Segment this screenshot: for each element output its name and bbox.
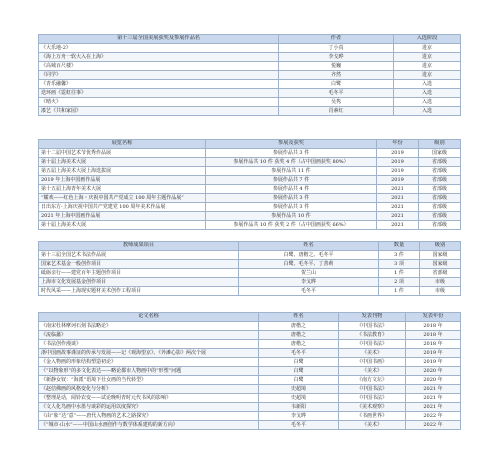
cell-level: 省部级 — [419, 176, 461, 185]
cell-name: 毛冬平 — [239, 287, 379, 296]
cell-author: 白鹭 — [279, 80, 394, 89]
cell-journal: 《书法教育》 — [339, 331, 406, 340]
cell-project: 第十三届全国艺术书法作品展 — [39, 251, 239, 260]
header-author: 作者 — [279, 35, 394, 44]
cell-pub-year: 2022 年 — [406, 421, 461, 430]
cell-journal: 《美术》 — [339, 349, 406, 358]
cell-project: 国家艺术基金一般创作项目 — [39, 260, 239, 269]
header-stage: 入选阶段 — [394, 35, 461, 44]
table-row — [39, 158, 461, 167]
cell-level: 国家级 — [420, 260, 461, 269]
table-exhibition-entries — [38, 34, 461, 116]
cell-year: 2021 — [377, 203, 419, 212]
cell-pub-year: 2018 年 — [406, 331, 461, 340]
cell-paper-title: 《赵佶佛画的风格变化与分析》 — [39, 385, 259, 394]
header-year: 年份 — [377, 140, 419, 149]
table-row — [39, 149, 461, 158]
cell-participation: 参展作品共 7 件 — [206, 176, 377, 185]
table-row — [39, 260, 461, 269]
cell-level: 省部级 — [419, 167, 461, 176]
table-teacher-projects — [38, 241, 461, 296]
cell-level: 国家级 — [420, 251, 461, 260]
cell-stage: 进京 — [394, 44, 461, 53]
cell-stage: 入选 — [394, 107, 461, 116]
cell-participation: 参展作品共 3 件 — [206, 194, 377, 203]
cell-journal: 《中国书法》 — [339, 322, 406, 331]
cell-name: 史超境 — [259, 385, 339, 394]
cell-pub-year: 2019 年 — [406, 349, 461, 358]
cell-stage: 进京 — [394, 71, 461, 80]
cell-paper-title: 《金入物画的形象结构塑造初论》 — [39, 358, 259, 367]
cell-author: 悦巍 — [279, 62, 394, 71]
table-row — [39, 44, 461, 53]
cell-level: 国家级 — [419, 149, 461, 158]
cell-paper-title: 《由“象”达“意”——唐代入物画的艺术之路探究》 — [39, 412, 259, 421]
table-header-row — [39, 313, 461, 322]
cell-pub-year: 2019 年 — [406, 358, 461, 367]
cell-name: 唐楷之 — [259, 331, 339, 340]
table-row — [39, 107, 461, 116]
cell-quantity: 1 件 — [379, 287, 420, 296]
table-header-row — [39, 140, 461, 149]
cell-participation: 参展作品共 3 件 — [206, 203, 377, 212]
cell-year: 2021 — [377, 194, 419, 203]
cell-paper-title: 《“城市·山水”——中国山水画创作与数学体系建构的新方向》 — [39, 421, 259, 430]
cell-year: 2019 — [377, 176, 419, 185]
cell-paper-title: 《文人化鸟画中水墨与谈彩的运用以度探究》 — [39, 403, 259, 412]
table-row — [39, 385, 461, 394]
cell-participation: 参展作品共 10 件 — [206, 212, 377, 221]
cell-pub-year: 2020 年 — [406, 367, 461, 376]
cell-level: 省部级 — [419, 203, 461, 212]
cell-exhibition-name: 2019 年上海中国画作品展 — [39, 176, 206, 185]
table-row — [39, 287, 461, 296]
header-name: 姓名 — [239, 242, 379, 251]
cell-pub-year: 2021 年 — [406, 394, 461, 403]
cell-year: 2021 — [377, 212, 419, 221]
header-paper-title: 论文名称 — [39, 313, 259, 322]
cell-work-name: 迭环画《霓虹往事》 — [39, 89, 279, 98]
cell-paper-title: 《整理是话，阅铃农变——试论晚明青时元代书风的影响》 — [39, 394, 259, 403]
cell-level: 省部级 — [419, 221, 461, 230]
cell-work-name: 《同学》 — [39, 71, 279, 80]
cell-work-name: 《晴火》 — [39, 98, 279, 107]
header-pub-year: 发表年份 — [406, 313, 461, 322]
cell-level: 市级 — [420, 278, 461, 287]
cell-author: 肖素红 — [279, 107, 394, 116]
cell-level: 省部级 — [419, 212, 461, 221]
cell-journal: 《美术》 — [339, 421, 406, 430]
table-row — [39, 89, 461, 98]
cell-paper-title: 《“以物象形”的多文化表达——略论都市人物画中的“形塑”问题 — [39, 367, 259, 376]
cell-name: 毛冬平 — [259, 349, 339, 358]
table-row — [39, 269, 461, 278]
cell-journal: 《美术观察》 — [339, 403, 406, 412]
cell-name: 白鹭、毛冬平、丁善莉 — [239, 260, 379, 269]
table-row — [39, 278, 461, 287]
cell-author: 丁小真 — [279, 44, 394, 53]
cell-name: 唐楷之 — [259, 322, 339, 331]
table-row — [39, 421, 461, 430]
cell-participation: 参展作品共 10 件 获奖 2 件（占中国画获奖 66%） — [206, 221, 377, 230]
header-work-name: 第十三届全国美展获奖及参展作品名 — [39, 35, 279, 44]
cell-journal: 《南方文坛》 — [339, 376, 406, 385]
table-header-row — [39, 35, 461, 44]
cell-project: 上海市文化发展基金创作项目 — [39, 278, 239, 287]
table-row — [39, 176, 461, 185]
cell-participation: 参展作品共 11 件 — [206, 167, 377, 176]
cell-name: 史超境 — [259, 394, 339, 403]
table-row — [39, 331, 461, 340]
cell-exhibition-name: 第十届上海美术大展 — [39, 158, 206, 167]
table-row — [39, 394, 461, 403]
header-journal: 发表刊物 — [339, 313, 406, 322]
table-row — [39, 203, 461, 212]
cell-pub-year: 2018 年 — [406, 322, 461, 331]
cell-name: 白鹭 — [259, 358, 339, 367]
cell-year: 2021 — [377, 221, 419, 230]
cell-author: 毛冬平 — [279, 89, 394, 98]
header-project: 教师成果项目 — [39, 242, 239, 251]
cell-journal: 《书画世界》 — [339, 412, 406, 421]
table-row — [39, 167, 461, 176]
cell-exhibition-name: “耀欢——红色上海・庆祝中国共产党成立 100 周年主题作品展” — [39, 194, 206, 203]
cell-author: 李戈晔 — [279, 53, 394, 62]
table-row — [39, 53, 461, 62]
cell-participation: 参展作品共 3 件 — [206, 149, 377, 158]
cell-project: 砥砺亲行——建党百年主题创作项目 — [39, 269, 239, 278]
cell-paper-title: 《流临蠡》 — [39, 331, 259, 340]
table-header-row — [39, 242, 461, 251]
cell-level: 市级 — [420, 287, 461, 296]
cell-quantity: 1 件 — [379, 269, 420, 278]
cell-exhibition-name: 第十届上海美术大展 — [39, 221, 206, 230]
cell-participation: 参展作品共 10 件 获奖 4 件（占中国画获奖 80%） — [206, 158, 377, 167]
cell-level: 省部级 — [420, 269, 461, 278]
cell-pub-year: 2021 年 — [406, 403, 461, 412]
cell-stage: 入选 — [394, 98, 461, 107]
cell-name: 贺兰山 — [239, 269, 379, 278]
cell-exhibition-name: 第十二届中国艺术节优秀作品展 — [39, 149, 206, 158]
table-row — [39, 322, 461, 331]
table-row — [39, 98, 461, 107]
cell-work-name: 《大乐地-2》 — [39, 44, 279, 53]
cell-quantity: 3 项 — [379, 260, 420, 269]
cell-project: 时代风采——上海现实题材美术创作工程项目 — [39, 287, 239, 296]
cell-exhibition-name: 2021 年上海中国画作品展 — [39, 212, 206, 221]
cell-work-name: 《青乐融馨》 — [39, 80, 279, 89]
cell-journal: 《中国书法》 — [339, 385, 406, 394]
cell-level: 省部级 — [419, 185, 461, 194]
cell-name: 白鹭、唐楷之、毛冬平 — [239, 251, 379, 260]
cell-quantity: 2 项 — [379, 278, 420, 287]
cell-level: 省部级 — [419, 158, 461, 167]
cell-work-name: 《高城百尺楼》 — [39, 62, 279, 71]
cell-work-name: 《海上万舟一软大入在上海》 — [39, 53, 279, 62]
cell-paper-title: 浙中国画故事谨证的传承与发展——记《观海望京》、《外滩心影》两次个展 — [39, 349, 259, 358]
cell-journal: 《美术》 — [339, 367, 406, 376]
cell-stage: 进京 — [394, 62, 461, 71]
cell-author: 吴隽 — [279, 98, 394, 107]
cell-stage: 入选 — [394, 89, 461, 98]
cell-name: 毛冬平 — [259, 421, 339, 430]
cell-name: 李戈晔 — [259, 412, 339, 421]
cell-level: 省部级 — [419, 194, 461, 203]
table-papers — [38, 312, 461, 430]
cell-journal: 《中国书法》 — [339, 394, 406, 403]
cell-paper-title: 《新静女钗：“海派”语境下仕女画的当代转型》 — [39, 376, 259, 385]
cell-name: 韦新阳 — [259, 403, 339, 412]
cell-year: 2019 — [377, 158, 419, 167]
cell-name: 唐楷之 — [259, 340, 339, 349]
cell-exhibition-name: 第十五届上海青年美术大展 — [39, 185, 206, 194]
table-row — [39, 376, 461, 385]
table-row — [39, 349, 461, 358]
table-row — [39, 62, 461, 71]
cell-stage: 入选 — [394, 80, 461, 89]
cell-name: 白鹭 — [259, 367, 339, 376]
cell-year: 2019 — [377, 167, 419, 176]
table-row — [39, 358, 461, 367]
table-row — [39, 194, 461, 203]
cell-work-name: 漆艺《共和家园》 — [39, 107, 279, 116]
header-level: 级别 — [420, 242, 461, 251]
header-participation: 参展及获奖 — [206, 140, 377, 149]
table-row — [39, 412, 461, 421]
cell-quantity: 3 件 — [379, 251, 420, 260]
cell-year: 2019 — [377, 149, 419, 158]
table-row — [39, 212, 461, 221]
cell-name: 李戈晔 — [239, 278, 379, 287]
table-row — [39, 367, 461, 376]
cell-pub-year: 2020 年 — [406, 376, 461, 385]
cell-author: 齐然 — [279, 71, 394, 80]
cell-participation: 参展作品共 4 件 — [206, 185, 377, 194]
table-row — [39, 340, 461, 349]
table-row — [39, 221, 461, 230]
table-exhibitions — [38, 139, 461, 230]
cell-pub-year: 2018 年 — [406, 340, 461, 349]
cell-exhibition-name: 第五届上海美术大展上海选拔展 — [39, 167, 206, 176]
table-row — [39, 403, 461, 412]
table-row — [39, 185, 461, 194]
cell-stage: 进京 — [394, 53, 461, 62]
cell-pub-year: 2022 年 — [406, 412, 461, 421]
header-exhibition-name: 展览名称 — [39, 140, 206, 149]
cell-pub-year: 2021 年 — [406, 385, 461, 394]
cell-paper-title: 《南宋杜林摩诃石刻书法略论》 — [39, 322, 259, 331]
table-row — [39, 80, 461, 89]
cell-name: 白鹭 — [259, 376, 339, 385]
header-level: 级别 — [419, 140, 461, 149]
header-quantity: 数量 — [379, 242, 420, 251]
table-row — [39, 71, 461, 80]
cell-year: 2021 — [377, 185, 419, 194]
cell-paper-title: 《书法创作漫谈》 — [39, 340, 259, 349]
cell-journal: 《中国书画》 — [339, 358, 406, 367]
cell-exhibition-name: 日出东方-上海庆祝中国共产党建党 100 周年美术作品展 — [39, 203, 206, 212]
table-row — [39, 251, 461, 260]
header-name: 姓名 — [259, 313, 339, 322]
cell-journal: 《中国书法》 — [339, 340, 406, 349]
